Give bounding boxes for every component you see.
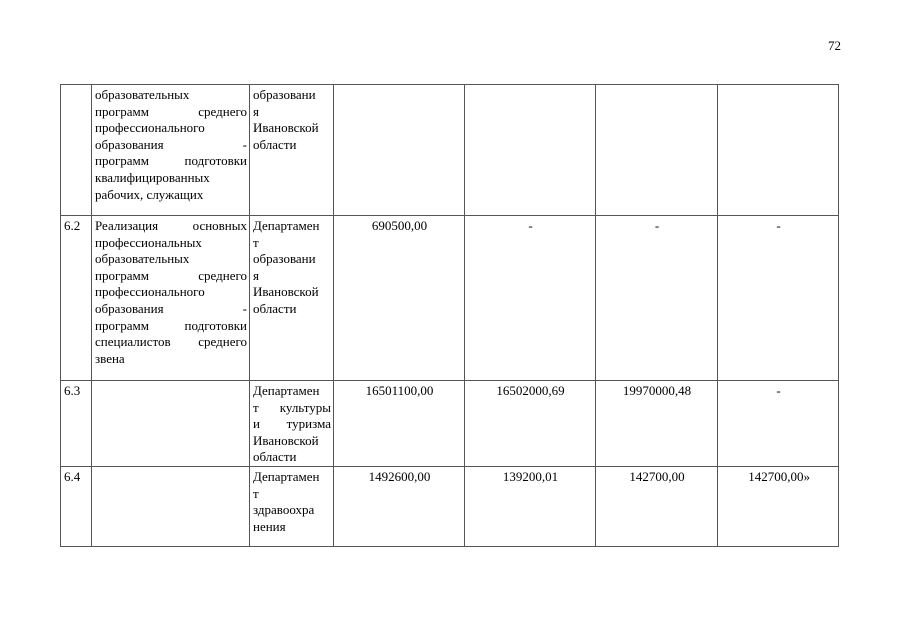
name-line: программ среднего <box>95 267 247 283</box>
value-cell: 139200,01 <box>465 466 596 546</box>
row-number-cell: 6.2 <box>61 216 92 381</box>
value-cell: 19970000,48 <box>596 381 718 467</box>
value-cell <box>596 85 718 216</box>
value-cell: 690500,00 <box>334 216 465 381</box>
value-cell: 142700,00» <box>718 466 839 546</box>
executor-line: Ивановской <box>253 284 319 300</box>
executor-line: Департамен <box>253 468 320 484</box>
value-cell <box>465 85 596 216</box>
executor-line: области <box>253 136 297 152</box>
activity-name-cell <box>92 216 250 381</box>
name-line: программ подготовки <box>95 317 247 333</box>
executor-line: здравоохра <box>253 502 315 518</box>
executor-line: т <box>253 234 259 250</box>
executor-line: т культуры <box>253 399 331 415</box>
executor-line: нения <box>253 518 286 534</box>
activity-name-cell <box>92 381 250 467</box>
executor-line: Департамен <box>253 218 320 233</box>
executor-line: и туризма <box>253 416 331 432</box>
executor-line: т <box>253 485 259 501</box>
table-row <box>61 85 839 216</box>
name-line: образования - <box>95 136 247 152</box>
value-cell: 1492600,00 <box>334 466 465 546</box>
name-line: Реализация основных <box>95 218 247 233</box>
executor-cell <box>250 85 334 216</box>
budget-table <box>60 84 839 547</box>
executor-line: Департамен <box>253 383 320 398</box>
executor-line: образовани <box>253 87 316 102</box>
value-cell: 16501100,00 <box>334 381 465 467</box>
executor-line: Ивановской <box>253 432 319 448</box>
value-cell: - <box>596 216 718 381</box>
name-line: рабочих, служащих <box>95 186 204 202</box>
value-cell: - <box>718 381 839 467</box>
page-number: 72 <box>828 38 841 53</box>
name-line: программ подготовки <box>95 153 247 169</box>
executor-line: области <box>253 300 297 316</box>
executor-line: образовани <box>253 251 316 267</box>
executor-cell <box>250 381 334 467</box>
value-cell: - <box>718 216 839 381</box>
executor-cell <box>250 216 334 381</box>
executor-line: я <box>253 267 259 283</box>
value-cell: 16502000,69 <box>465 381 596 467</box>
value-cell <box>718 85 839 216</box>
table-row <box>61 381 839 467</box>
name-line: профессиональных <box>95 234 202 250</box>
row-number-cell: 6.4 <box>61 466 92 546</box>
name-line: квалифицированных <box>95 169 210 185</box>
value-cell: 142700,00 <box>596 466 718 546</box>
executor-line: я <box>253 103 259 119</box>
activity-name-cell <box>92 85 250 216</box>
name-line: образовательных <box>95 87 190 102</box>
executor-cell <box>250 466 334 546</box>
table-row <box>61 216 839 381</box>
name-line: профессионального <box>95 284 205 300</box>
executor-line: Ивановской <box>253 120 319 136</box>
name-line: образовательных <box>95 251 190 267</box>
row-number-cell: 6.3 <box>61 381 92 467</box>
name-line: профессионального <box>95 120 205 136</box>
name-line: специалистов среднего <box>95 334 247 350</box>
name-line: звена <box>95 350 125 366</box>
executor-line: области <box>253 449 297 465</box>
row-number-cell <box>61 85 92 216</box>
table-row <box>61 466 839 546</box>
value-cell <box>334 85 465 216</box>
name-line: образования - <box>95 300 247 316</box>
value-cell: - <box>465 216 596 381</box>
activity-name-cell <box>92 466 250 546</box>
name-line: программ среднего <box>95 103 247 119</box>
